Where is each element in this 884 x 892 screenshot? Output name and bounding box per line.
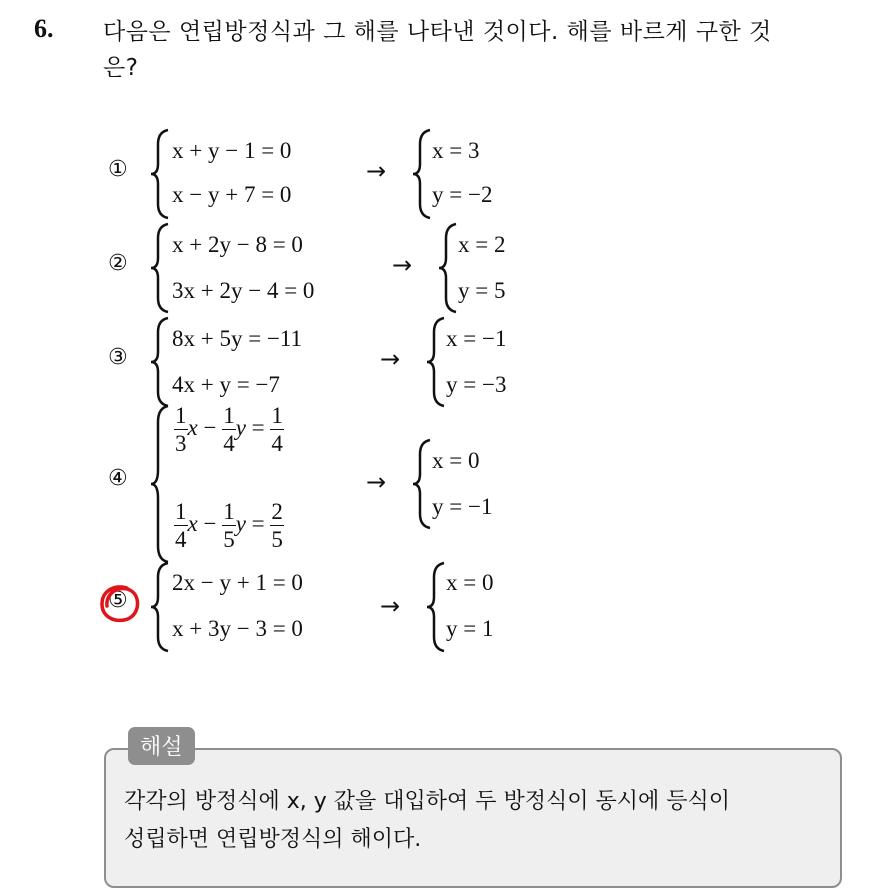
- choice-number: ③: [108, 345, 128, 370]
- solution-x: x = 0: [432, 448, 480, 473]
- fraction: $\frac{1}{3}$: [175, 403, 187, 456]
- arrow-icon: →: [366, 157, 387, 185]
- question-number: 6.: [34, 14, 54, 43]
- solution-x: x = 3: [432, 138, 480, 163]
- choice-number: ⑤: [108, 588, 128, 613]
- left-brace-icon: [150, 128, 172, 220]
- solution-line-2: 성립하면 연립방정식의 해이다.: [124, 827, 422, 852]
- equation-1: x + y − 1 = 0: [172, 138, 292, 163]
- solution-line-1: 각각의 방정식에 x, y 값을 대입하여 두 방정식이 동시에 등식이: [124, 789, 731, 814]
- solution-x: x = 0: [446, 570, 494, 595]
- solution-y: y = 5: [458, 278, 506, 303]
- question-text: [103, 14, 863, 86]
- fraction: $\frac{1}{4}$: [175, 499, 187, 552]
- left-brace-icon: [438, 222, 460, 314]
- left-brace-icon: [426, 316, 448, 408]
- left-brace-icon: [150, 316, 172, 408]
- solution-y: y = −2: [432, 182, 493, 207]
- question-line-2: 은?: [103, 55, 139, 81]
- solution-y: y = 1: [446, 616, 494, 641]
- left-brace-icon: [426, 561, 448, 653]
- solution-text: [124, 783, 834, 859]
- fraction: $\frac{1}{4}$: [223, 403, 235, 456]
- left-brace-icon: [412, 438, 434, 530]
- solution-y: y = −3: [446, 372, 507, 397]
- arrow-icon: →: [392, 251, 413, 279]
- choice-number: ②: [108, 251, 128, 276]
- fraction: $\frac{2}{5}$: [271, 499, 283, 552]
- equation-2: x − y + 7 = 0: [172, 182, 292, 207]
- solution-y: y = −1: [432, 494, 493, 519]
- left-brace-icon: [150, 222, 172, 314]
- equation-1: 8x + 5y = −11: [172, 326, 303, 351]
- arrow-icon: →: [380, 345, 401, 373]
- left-brace-icon: [150, 561, 172, 653]
- choice-number: ④: [108, 466, 128, 491]
- equation-2: x + 3y − 3 = 0: [172, 616, 303, 641]
- equation-1: x + 2y − 8 = 0: [172, 232, 303, 257]
- answer-circle-mark-icon: [97, 582, 143, 626]
- equation-2: 4x + y = −7: [172, 372, 280, 397]
- choice-number: ①: [108, 157, 128, 182]
- fraction: $\frac{1}{4}$: [271, 403, 283, 456]
- equation-1: 2x − y + 1 = 0: [172, 570, 303, 595]
- equation-1: $\frac{1}{3}$ x − $\frac{1}{4}$ y = $\frac{1}{4}$: [175, 403, 283, 456]
- solution-x: x = 2: [458, 232, 506, 257]
- equation-2: 3x + 2y − 4 = 0: [172, 278, 315, 303]
- equation-2: $\frac{1}{4}$ x − $\frac{1}{5}$ y = $\frac{2}{5}$: [175, 499, 283, 552]
- arrow-icon: →: [380, 592, 401, 620]
- left-brace-icon: [412, 128, 434, 220]
- solution-tag: 해설: [128, 727, 195, 765]
- arrow-icon: →: [366, 468, 387, 496]
- solution-x: x = −1: [446, 326, 507, 351]
- left-brace-icon: [150, 404, 172, 564]
- question-line-1: 다음은 연립방정식과 그 해를 나타낸 것이다. 해를 바르게 구한 것: [103, 19, 772, 45]
- fraction: $\frac{1}{5}$: [223, 499, 235, 552]
